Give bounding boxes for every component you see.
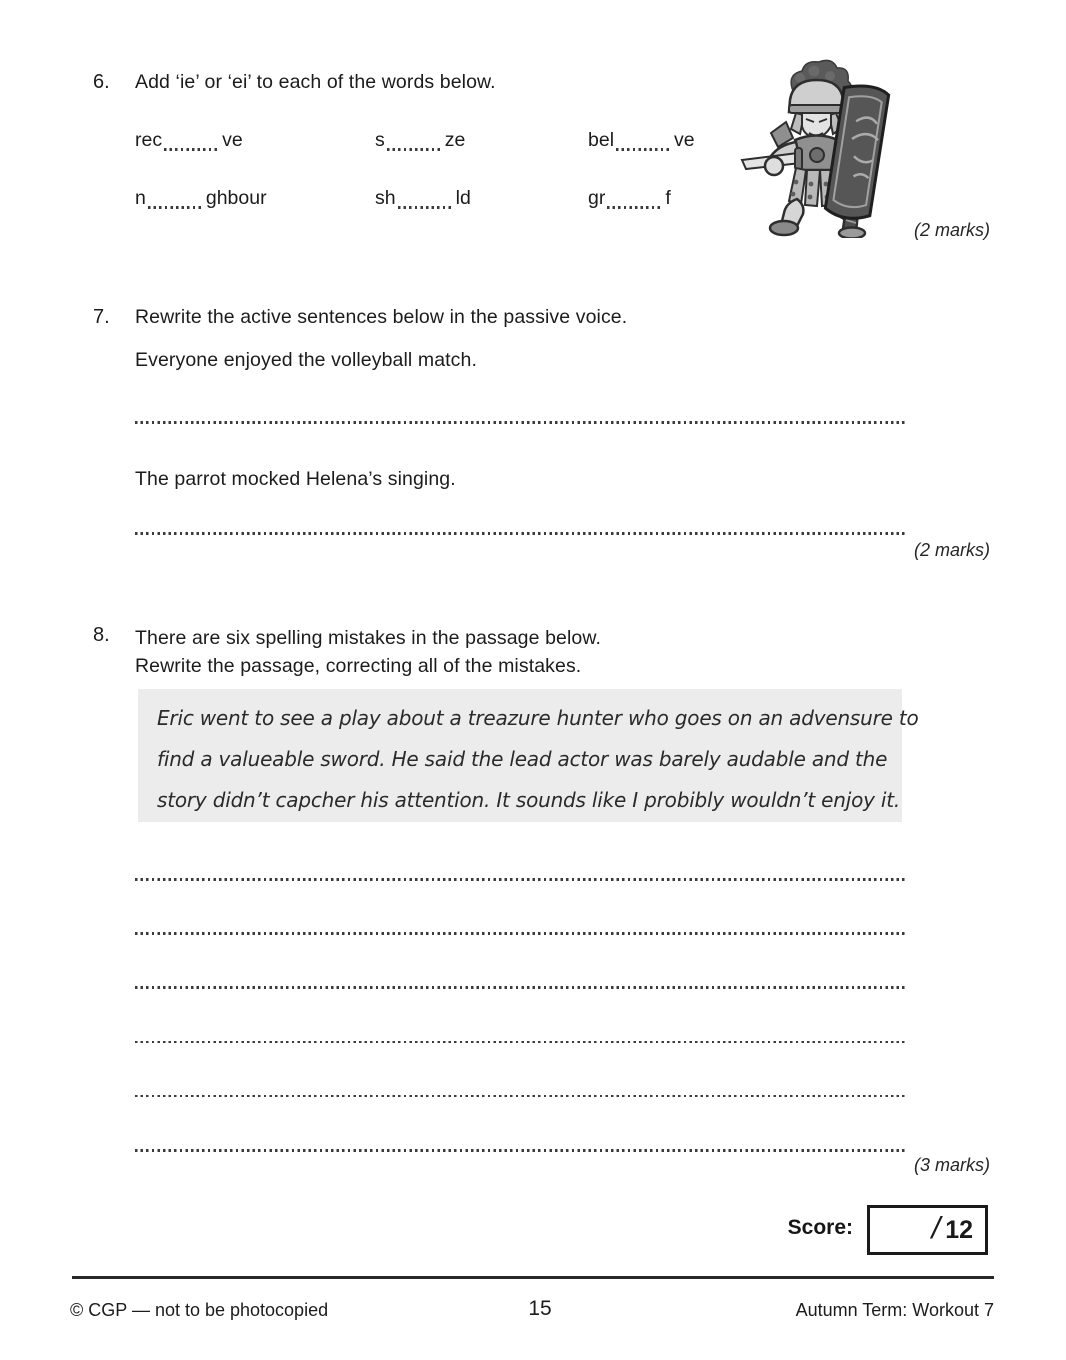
word-prefix: s [375,129,385,151]
answer-blank[interactable] [148,206,204,209]
answer-blank[interactable] [387,148,443,151]
q8-prompt-line2: Rewrite the passage, correcting all of the mistakes. [135,655,582,677]
q6-words [135,129,735,210]
word-suffix: ghbour [205,187,267,209]
answer-blank[interactable] [398,206,454,209]
fill-blank-word [375,187,588,210]
fill-blank-word [135,129,375,152]
answer-line[interactable] [135,1095,905,1098]
passage-line: Eric went to see a play about a treazure hunter who goes on an advensure to [157,706,919,730]
q6-marks: (2 marks) [914,220,990,240]
answer-line[interactable] [135,1041,905,1044]
word-suffix: ve [674,129,695,151]
answer-blank[interactable] [164,148,220,151]
score-box[interactable] [867,1205,988,1255]
q8-prompt-line1: There are six spelling mistakes in the passage below. [135,627,601,649]
q7-prompt: Rewrite the active sentences below in the passive voice. [135,306,628,328]
score-label: Score: [787,1216,853,1239]
q8-passage-box [138,689,919,822]
q7-marks: (2 marks) [914,540,990,560]
answer-line[interactable] [135,878,905,881]
roman-soldier-illustration [740,56,898,238]
fill-blank-word [588,129,735,152]
word-prefix: n [135,187,146,209]
passage-line: story didn’t capcher his attention. It sounds like I probibly wouldn’t enjoy it. [157,788,901,812]
fill-blank-word [588,187,735,210]
answer-blank[interactable] [616,148,672,151]
footer-copyright: © CGP — not to be photocopied [70,1300,329,1320]
q7-sentence-1: Everyone enjoyed the volleyball match. [135,349,477,371]
q7-number: 7. [93,306,110,328]
q6-number: 6. [93,71,110,93]
answer-line[interactable] [135,1149,905,1152]
footer-workout-label: Autumn Term: Workout 7 [795,1300,994,1320]
word-suffix: ve [222,129,243,151]
q8-marks: (3 marks) [914,1155,990,1175]
fill-blank-word [375,129,588,152]
answer-line[interactable] [135,986,905,989]
answer-blank[interactable] [607,206,663,209]
q8-prompt [135,624,601,680]
passage-line: find a valueable sword. He said the lead actor was barely audable and the [157,747,888,771]
score-total: 12 [945,1215,973,1244]
fill-blank-word [135,187,375,210]
answer-line[interactable] [135,421,905,424]
word-suffix: f [665,187,671,209]
q6-prompt: Add ‘ie’ or ‘ei’ to each of the words below. [135,71,496,93]
page-number: 15 [528,1297,552,1320]
word-suffix: ld [455,187,471,209]
q8-number: 8. [93,624,110,646]
word-prefix: rec [135,129,163,151]
answer-line[interactable] [135,932,905,935]
score-slash: / [931,1210,941,1245]
word-suffix: ze [444,129,466,151]
answer-line[interactable] [135,532,905,535]
word-prefix: bel [588,129,615,151]
word-prefix: gr [588,187,606,209]
footer-rule [72,1276,994,1279]
q7-sentence-2: The parrot mocked Helena’s singing. [135,468,456,490]
q8-answer-lines [135,878,905,1203]
word-prefix: sh [375,187,396,209]
